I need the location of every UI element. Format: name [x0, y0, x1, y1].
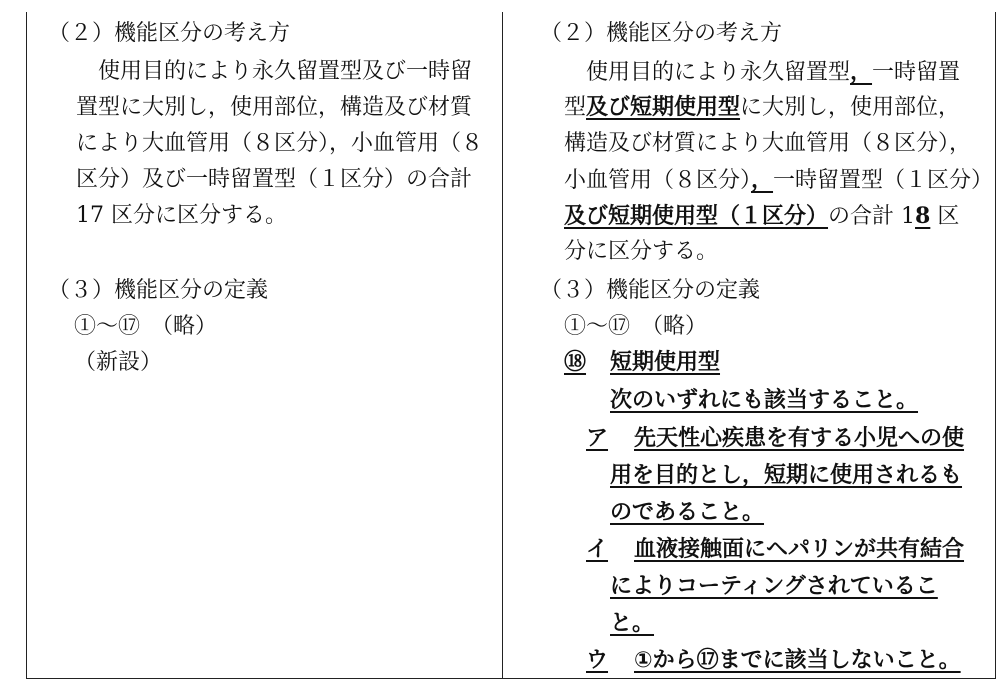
table-border-left — [26, 12, 27, 678]
inserted-comma: ， — [850, 59, 873, 85]
item-18-condition: 次のいずれにも該当すること。 — [610, 388, 919, 413]
section-2-line: 小血管用（８区分），一時留置型（１区分） — [564, 167, 994, 193]
inserted-text: 及び短期使用型（１区分） — [564, 204, 829, 229]
section-2-line: 使用目的により永久留置型及び一時留 — [76, 59, 473, 84]
item-a-label: ア — [586, 426, 609, 451]
item-18-title: 短期使用型 — [610, 350, 721, 375]
item-i-line: によりコーティングされているこ — [610, 574, 938, 599]
item-a-line: 用を目的とし，短期に使用されるも — [610, 463, 963, 488]
section-2-heading: （２）機能区分の考え方 — [540, 21, 783, 46]
item-u-line: ①から⑰までに該当しないこと。 — [634, 648, 961, 673]
table-border-right — [995, 12, 996, 678]
section-2-line: 及び短期使用型（１区分）の合計 18 区 — [564, 203, 960, 229]
section-2-line: 構造及び材質により大血管用（８区分）， — [564, 131, 972, 156]
section-3-heading: （３）機能区分の定義 — [540, 278, 761, 303]
section-2-line: 17 区分に区分する。 — [76, 203, 287, 228]
section-2-line: 分に区分する。 — [564, 239, 719, 264]
item-a-line: 先天性心疾患を有する小児への使 — [634, 426, 965, 451]
section-3-heading: （３）機能区分の定義 — [48, 278, 269, 303]
item-i-label: イ — [586, 537, 609, 562]
item-a-line: のであること。 — [610, 500, 765, 525]
section-2-line: 使用目的により永久留置型，一時留置 — [564, 59, 961, 85]
inserted-comma: ， — [751, 167, 774, 193]
changed-digit: 8 — [915, 203, 931, 229]
item-u-label: ウ — [586, 648, 609, 673]
items-1-17-omitted: ①～⑰ （略） — [564, 314, 708, 339]
table-column-divider — [502, 12, 503, 678]
section-2-line: 区分）及び一時留置型（１区分）の合計 — [76, 167, 473, 192]
item-i-line: 血液接触面にヘパリンが共有結合 — [634, 537, 965, 562]
section-2-line: 置型に大別し，使用部位，構造及び材質 — [76, 95, 473, 120]
section-2-line: により大血管用（８区分），小血管用（８ — [76, 131, 484, 156]
item-18-number: ⑱ — [564, 350, 587, 375]
section-2-heading: （２）機能区分の考え方 — [48, 21, 291, 46]
section-2-line: 型及び短期使用型に大別し，使用部位， — [564, 95, 961, 120]
item-i-line: と。 — [610, 611, 655, 636]
items-1-17-omitted: ①～⑰ （略） — [74, 314, 218, 339]
inserted-text: 及び短期使用型 — [586, 95, 741, 120]
new-establishment-note: （新設） — [74, 350, 163, 375]
